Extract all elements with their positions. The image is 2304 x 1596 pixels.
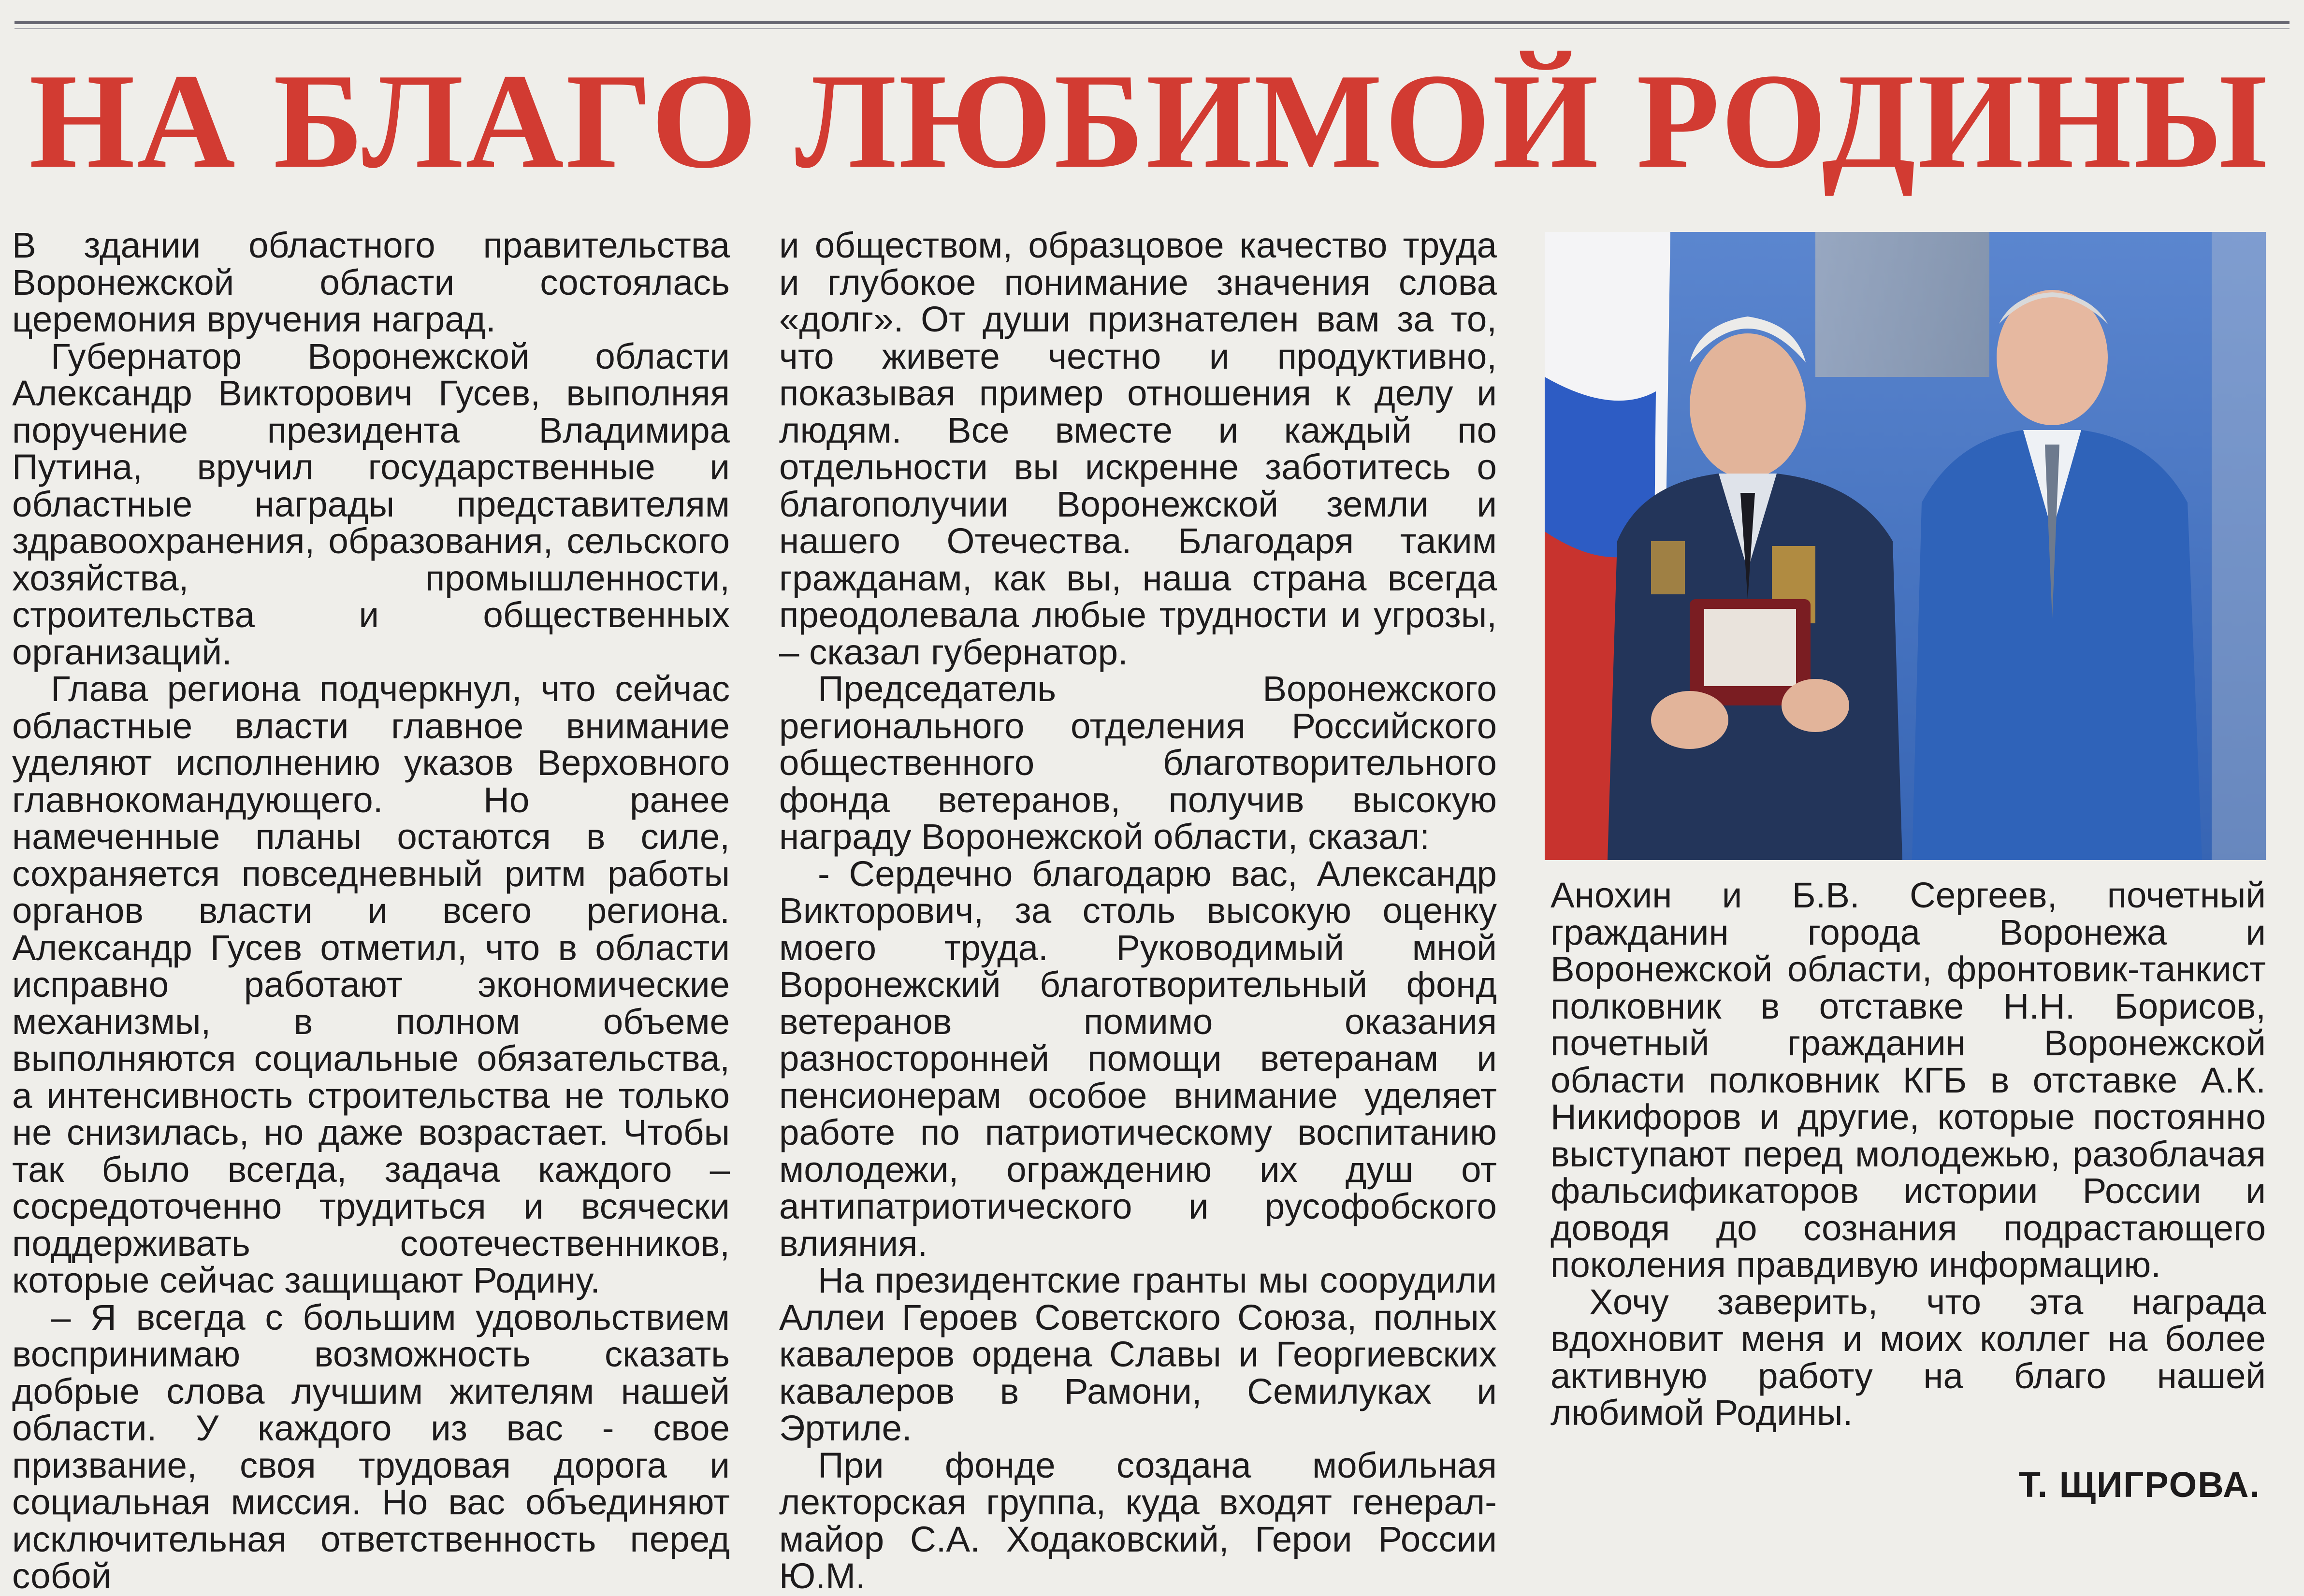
paragraph: и обществом, образцовое качество труда и глубокое понимание значения слова «долг». От души признателен вам за то, что живете честно и продуктивно, показывая пример отношения к делу и людям. Все вместе и каждый по отдельности вы искренне заботитесь о благополучии Воронежской земли и нашего Отечества. Благодаря таким гражданам, как вы, наша страна всегда преодолевала любые трудности и угрозы, – сказал губернатор. bbox=[779, 225, 1497, 672]
article-column-1 bbox=[12, 225, 730, 1596]
paragraph: На президентские гранты мы соорудили Аллеи Героев Советского Союза, полных кавалеров ордена Славы и Георгиевских кавалеров в Рамони, Семилуках и Эртиле. bbox=[779, 1260, 1497, 1448]
paragraph: В здании областного правительства Воронежской области состоялась церемония вручения наград. bbox=[12, 225, 730, 339]
article-column-2 bbox=[779, 225, 1497, 1596]
paragraph: Председатель Воронежского регионального отделения Российского общественного благотворительного фонда ветеранов, получив высокую награду Воронежской области, сказал: bbox=[779, 669, 1497, 857]
paragraph: Глава региона подчеркнул, что сейчас областные власти главное внимание уделяют исполнению указов Верховного главнокомандующего. Но ранее намеченные планы остаются в силе, сохраняется повседневный ритм работы органов власти и всего региона. Александр Гусев отметил, что в области исправно работают экономические механизмы, в полном объеме выполняются социальные обязательства, а интенсивность строительства не только не снизилась, но даже возрастает. Чтобы так было всегда, задача каждого – сосредоточенно трудиться и всячески поддерживать соотечественников, которые сейчас защищают Родину. bbox=[12, 669, 730, 1300]
article-column-3 bbox=[1550, 875, 2266, 1433]
paragraph: Губернатор Воронежской области Александр Викторович Гусев, выполняя поручение президента Владимира Путина, вручил государственные и областные награды представителям здравоохранения, образования, сельского хозяйства, промышленности, строительства и общественных организаций. bbox=[12, 336, 730, 672]
top-rule bbox=[14, 21, 2290, 24]
author-byline: Т. ЩИГРОВА. bbox=[2018, 1465, 2261, 1505]
paragraph: Анохин и Б.В. Сергеев, почетный гражданин города Воронежа и Воронежской области, фронтовик-танкист полковник в отставке Н.Н. Борисов, почетный гражданин Воронежской области полковник КГБ в отставке А.К. Никифоров и другие, которые постоянно выступают перед молодежью, разоблачая фальсификаторов истории России и доводя до сознания подрастающего поколения правдивую информацию. bbox=[1550, 875, 2266, 1285]
paragraph: – Я всегда с большим удовольствием воспринимаю возможность сказать добрые слова лучшим жителям нашей области. У каждого из вас - свое призвание, своя трудовая дорога и социальная миссия. Но вас объединяют исключительная ответственность перед собой bbox=[12, 1297, 730, 1596]
article-headline: НА БЛАГО ЛЮБИМОЙ РОДИНЫ bbox=[29, 45, 2270, 196]
paragraph: При фонде создана мобильная лекторская группа, куда входят генерал-майор С.А. Ходаковский, Герои России Ю.М. bbox=[779, 1445, 1497, 1596]
photo-illustration bbox=[1545, 232, 2266, 860]
top-rule-thin bbox=[14, 28, 2290, 29]
award-ceremony-photo bbox=[1545, 232, 2266, 860]
paragraph: - Сердечно благодарю вас, Александр Викторович, за столь высокую оценку моего труда. Руководимый мной Воронежский благотворительный фонд ветеранов помимо оказания разносторонней помощи ветеранам и пенсионерам особое внимание уделяет работе по патриотическому воспитанию молодежи, ограждению их душ от антипатриотического и русофобского влияния. bbox=[779, 853, 1497, 1264]
paragraph: Хочу заверить, что эта награда вдохновит меня и моих коллег на более активную работу на благо нашей любимой Родины. bbox=[1550, 1281, 2266, 1433]
